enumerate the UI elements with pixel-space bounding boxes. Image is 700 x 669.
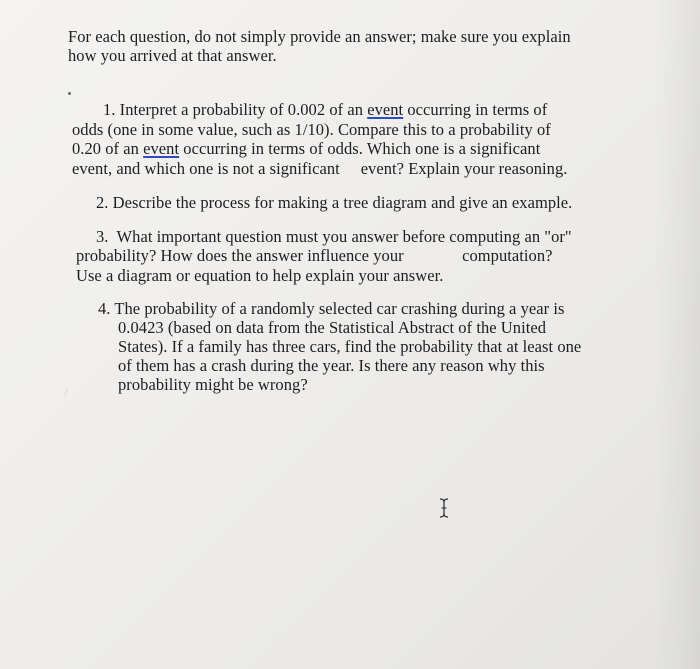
instructions-line-2: how you arrived at that answer. <box>68 46 277 65</box>
question-1-line-2: odds (one in some value, such as 1/10). Compare this to a probability of <box>72 120 551 139</box>
page-edge-shadow <box>654 0 700 669</box>
event-link[interactable]: event <box>367 100 404 119</box>
faint-pen-mark: ⁄ <box>62 385 70 400</box>
question-1-text: occurring in terms of odds. Which one is a significant <box>179 139 541 158</box>
question-1-text: 1. Interpret a probability of 0.002 of an <box>103 100 368 119</box>
question-3-line-1: 3. What important question must you answer before computing an "or" <box>96 227 572 246</box>
stray-dot <box>68 92 71 95</box>
instructions-line-1: For each question, do not simply provide an answer; make sure you explain <box>68 27 571 46</box>
text-cursor-icon <box>438 498 450 518</box>
question-1-line-3 <box>72 139 540 158</box>
question-4-line-3: States). If a family has three cars, find the probability that at least one <box>118 337 582 356</box>
question-1-text: 0.20 of an <box>72 139 144 158</box>
question-3-line-2: probability? How does the answer influence your computation? <box>76 246 553 265</box>
question-1-line-1 <box>103 100 547 119</box>
question-4-line-4: of them has a crash during the year. Is there any reason why this <box>118 356 545 375</box>
question-4-line-5: probability might be wrong? <box>118 375 308 394</box>
question-1-line-4: event, and which one is not a significant event? Explain your reasoning. <box>72 159 568 178</box>
event-link[interactable]: event <box>143 139 180 158</box>
question-1-text: occurring in terms of <box>403 100 548 119</box>
question-3-line-3: Use a diagram or equation to help explain your answer. <box>76 266 444 285</box>
question-4-line-2: 0.0423 (based on data from the Statistical Abstract of the United <box>118 318 547 337</box>
question-2-line-1: 2. Describe the process for making a tree diagram and give an example. <box>96 193 573 212</box>
question-4-line-1: 4. The probability of a randomly selected car crashing during a year is <box>98 299 565 318</box>
